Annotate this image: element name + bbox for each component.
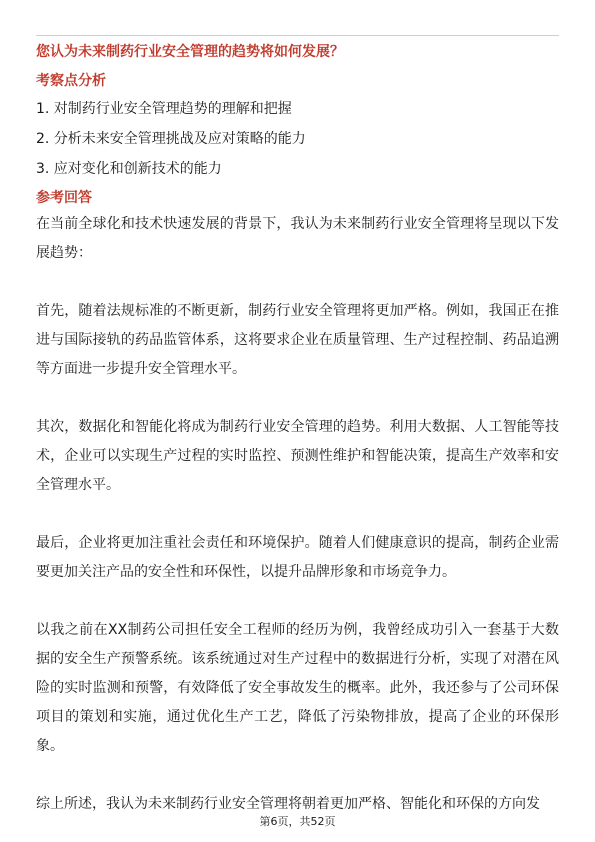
answer-paragraph-intro: 在当前全球化和技术快速发展的背景下，我认为未来制药行业安全管理将呈现以下发展趋势：: [36, 216, 559, 261]
answer-paragraph-example: 以我之前在XX制药公司担任安全工程师的经历为例，我曾经成功引入一套基于大数据的安全生产预警系统。该系统通过对生产过程中的数据进行分析，实现了对潜在风险的实时监测和预警，有效降低了安全事故发生的概率。此外，我还参与了公司环保项目的策划和实施，通过优化生产工艺，降低了污染物排放，提高了企业的环保形象。: [36, 622, 559, 754]
analysis-point: 1. 对制药行业安全管理趋势的理解和把握: [36, 101, 292, 117]
answer-paragraph-first: 首先，随着法规标准的不断更新，制药行业安全管理将更加严格。例如，我国正在推进与国际接轨的药品监管体系，这将要求企业在质量管理、生产过程控制、药品追溯等方面进一步提升安全管理水平。: [36, 303, 559, 377]
analysis-point: 2. 分析未来安全管理挑战及应对策略的能力: [36, 131, 306, 147]
document-body: [36, 40, 559, 819]
paragraph-spacer: [36, 500, 559, 529]
analysis-point: 3. 应对变化和创新技术的能力: [36, 161, 222, 177]
answer-heading: 参考回答: [36, 190, 92, 206]
paragraph-spacer: [36, 761, 559, 790]
analysis-heading: 考察点分析: [36, 73, 106, 89]
answer-paragraph-second: 其次，数据化和智能化将成为制药行业安全管理的趋势。利用大数据、人工智能等技术，企业可以实现生产过程的实时监控、预测性维护和智能决策，提高生产效率和安全管理水平。: [36, 419, 559, 493]
question-title: 您认为未来制药行业安全管理的趋势将如何发展？: [36, 44, 344, 60]
header-rule: [36, 35, 559, 36]
paragraph-spacer: [36, 268, 559, 297]
analysis-points: [36, 97, 559, 181]
answer-paragraph-last: 最后，企业将更加注重社会责任和环境保护。随着人们健康意识的提高，制药企业需要更加关注产品的安全性和环保性，以提升品牌形象和市场竞争力。: [36, 535, 559, 580]
page-number: 第6页，共52页: [259, 815, 336, 828]
paragraph-spacer: [36, 384, 559, 413]
answer-paragraph-summary: 综上所述，我认为未来制药行业安全管理将朝着更加严格、智能化和环保的方向发: [36, 796, 540, 812]
paragraph-spacer: [36, 587, 559, 616]
